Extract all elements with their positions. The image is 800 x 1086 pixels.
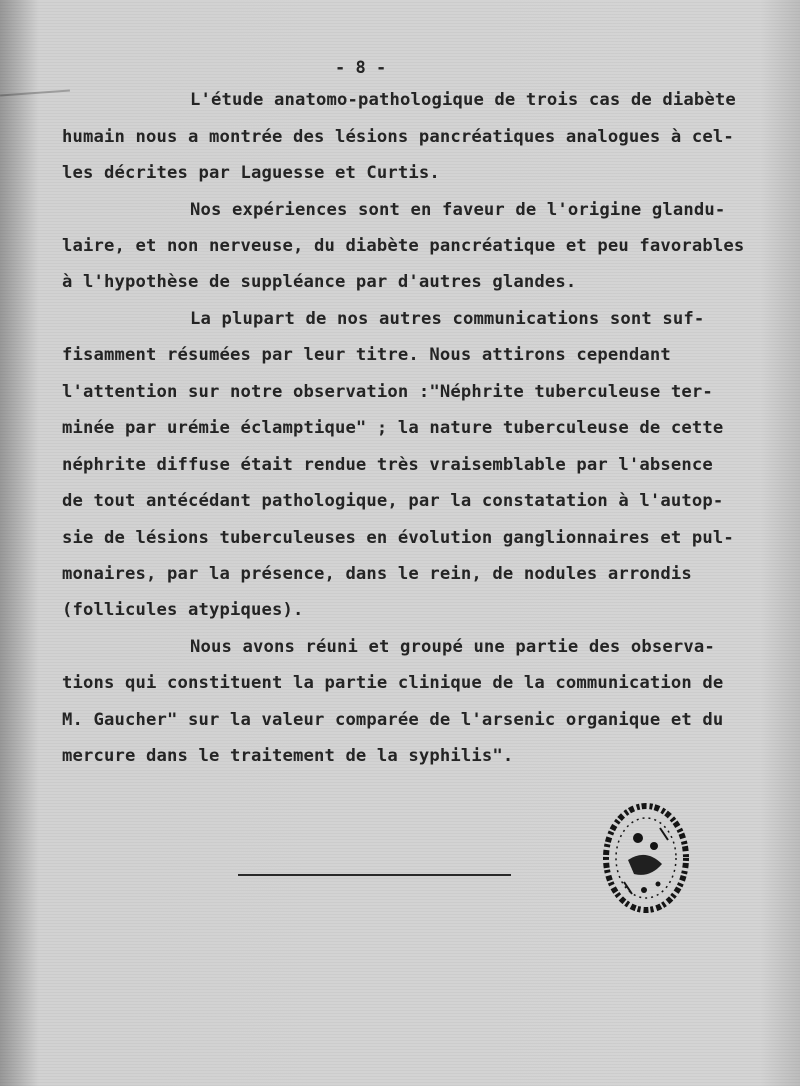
text-line: fisamment résumées par leur titre. Nous attirons cependant: [62, 345, 671, 365]
text-line: à l'hypothèse de suppléance par d'autres glandes.: [62, 272, 577, 292]
text-line: minée par urémie éclamptique" ; la nature tuberculeuse de cette: [62, 418, 724, 438]
text-line: Nos expériences sont en faveur de l'origine glandu-: [190, 200, 726, 220]
text-line: tions qui constituent la partie clinique de la communication de: [62, 673, 724, 693]
page-number: - 8 -: [335, 58, 387, 78]
text-line: l'attention sur notre observation :"Néphrite tuberculeuse ter-: [62, 382, 713, 402]
text-line: néphrite diffuse était rendue très vraisemblable par l'absence: [62, 455, 713, 475]
text-line: M. Gaucher" sur la valeur comparée de l'arsenic organique et du: [62, 710, 724, 730]
text-line: L'étude anatomo-pathologique de trois cas de diabète: [190, 90, 736, 110]
text-line: humain nous a montrée des lésions pancréatiques analogues à cel-: [62, 127, 734, 147]
library-stamp-icon: [598, 798, 694, 918]
separator-rule: [238, 874, 511, 876]
text-line: (follicules atypiques).: [62, 600, 304, 620]
text-line: monaires, par la présence, dans le rein, de nodules arrondis: [62, 564, 692, 584]
text-line: mercure dans le traitement de la syphilis".: [62, 746, 514, 766]
text-line: laire, et non nerveuse, du diabète pancréatique et peu favorables: [62, 236, 745, 256]
text-line: les décrites par Laguesse et Curtis.: [62, 163, 440, 183]
text-line: sie de lésions tuberculeuses en évolution ganglionnaires et pul-: [62, 528, 734, 548]
text-line: La plupart de nos autres communications sont suf-: [190, 309, 705, 329]
text-line: de tout antécédant pathologique, par la constatation à l'autop-: [62, 491, 724, 511]
page-edge-shadow: [0, 0, 38, 1086]
text-line: Nous avons réuni et groupé une partie des observa-: [190, 637, 715, 657]
